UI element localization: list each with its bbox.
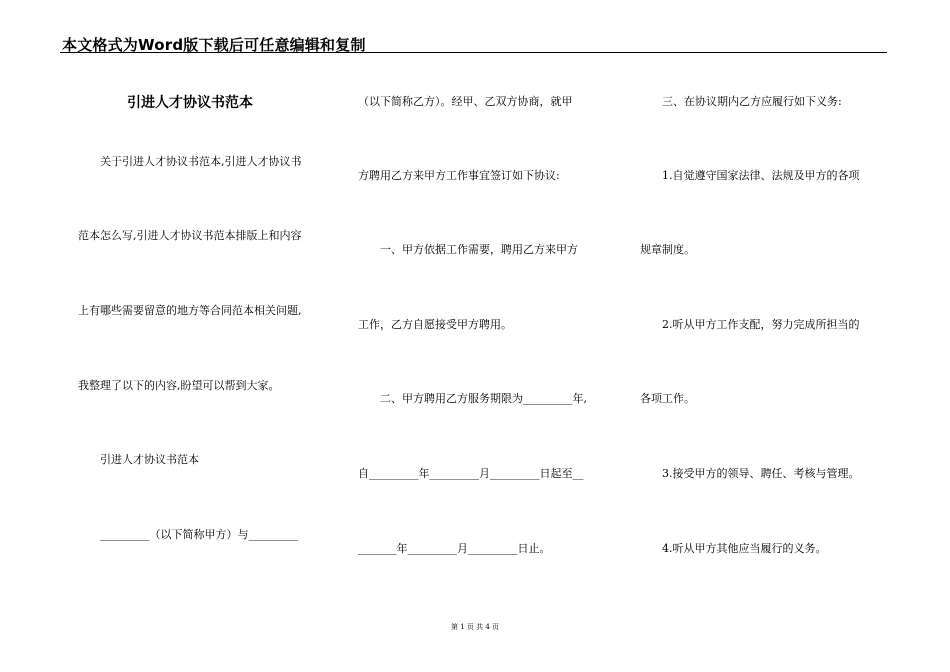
col1-line-5: 引进人才协议书范本 [100,453,199,466]
document-title: 引进人才协议书范本 [127,95,253,111]
col2-line-1: （以下简称乙方）。经甲、乙双方协商，就甲 [358,95,573,108]
col1-line-4: 我整理了以下的内容,盼望可以帮到大家。 [78,379,280,392]
col2-line-2: 方聘用乙方来甲方工作事宜签订如下协议: [358,169,560,182]
col1-line-1: 关于引进人才协议书范本,引进人才协议书 [100,155,302,168]
col3-line-5: 各项工作。 [640,392,695,405]
col3-line-4: 2.听从甲方工作支配，努力完成所担当的 [662,318,860,331]
col2-line-5: 二、甲方聘用乙方服务期限为_________年, [380,392,587,405]
col1-line-6: _________（以下简称甲方）与_________ [100,528,298,541]
col2-line-4: 工作，乙方自愿接受甲方聘用。 [358,318,512,331]
col2-line-3: 一、甲方依据工作需要，聘用乙方来甲方 [380,243,578,256]
document-header-title: 本文格式为Word版下载后可任意编辑和复制 [62,36,366,54]
col3-line-6: 3.接受甲方的领导、聘任、考核与管理。 [662,467,860,480]
col1-line-2: 范本怎么写,引进人才协议书范本排版上和内容 [78,229,302,242]
col3-line-7: 4.听从甲方其他应当履行的义务。 [662,542,827,555]
col3-line-3: 规章制度。 [640,243,695,256]
col1-line-3: 上有哪些需要留意的地方等合同范本相关问题, [78,304,302,317]
col2-line-7: _______年_________月_________日止。 [358,542,551,555]
col2-line-6: 自_________年_________月_________日起至__ [358,467,584,480]
col3-line-1: 三、在协议期内乙方应履行如下义务: [662,95,842,108]
col3-line-2: 1.自觉遵守国家法律、法规及甲方的各项 [662,169,860,182]
page-number: 第 1 页 共 4 页 [450,623,500,631]
header-divider [60,52,887,53]
